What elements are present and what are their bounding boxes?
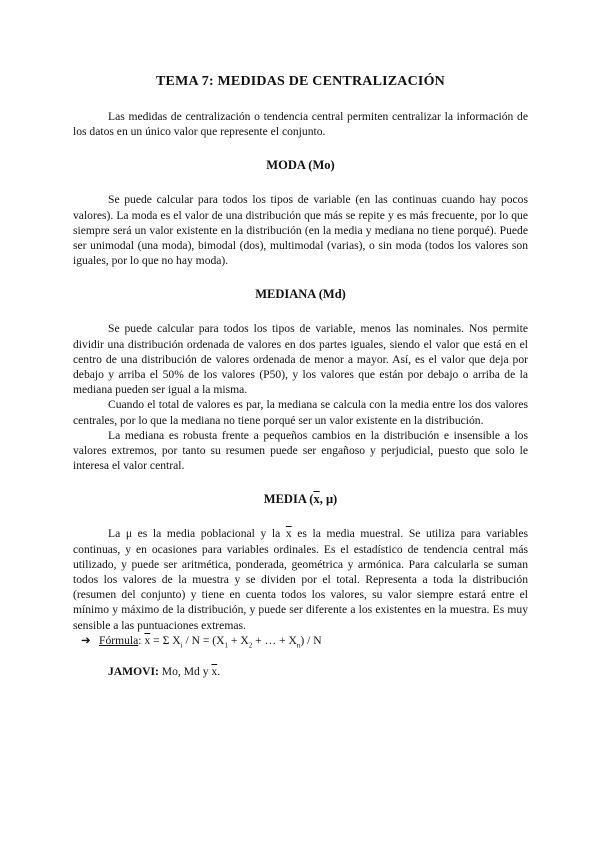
jamovi-label: JAMOVI: (108, 665, 159, 679)
jamovi-line: JAMOVI: Mo, Md y $\overline{x}$. (108, 665, 221, 679)
intro-paragraph: Las medidas de centralización o tendencia central permiten centralizar la información de los datos en un único valor que represente el conjunto. (73, 110, 528, 139)
moda-heading: MODA (Mo) (266, 158, 335, 173)
mediana-paragraph-1: Se puede calcular para todos los tipos de variable, menos las nominales. Nos permite dividir una distribución ordenada de valores en dos partes iguales, siendo el valor que está en el centro de una distribución de valores ordenada de menor a mayor. Así, es el valor que deja por debajo y arriba el 50% de los valores (P50), y los valores que están por debajo o arriba de la mediana pueden ser igual a la misma. (73, 322, 528, 397)
document-content (73, 74, 528, 678)
media-paragraph: La μ es la media poblacional y la $\overline{x}$ es la media muestral. Se utiliza para variables continuas, y en ocasiones para variables ordinales. Es el estadístico de tendencia central más utilizado, y puede ser aritmética, ponderada, geométrica y armónica. Para calcularla se suman todos los valores de la muestra y se dividen por el total. Representa a toda la distribución (resumen del conjunto) y tiene en cuenta todos los valores, su valor siempre estará entre el mínimo y máximo de la distribución, y puede ser diferente a los existentes en la muestra. Es muy sensible a las puntuaciones extremas. (73, 527, 528, 632)
mediana-heading: MEDIANA (Md) (255, 287, 346, 302)
media-formula: ➔ Fórmula: $\overline{x} = \Sigma$ $X_i / N = (X_1 + X_2$ + … + $X_n$) / N (81, 633, 322, 650)
page-title: TEMA 7: MEDIDAS DE CENTRALIZACIÓN (156, 74, 445, 89)
moda-paragraph: Se puede calcular para todos los tipos de variable (en las continuas cuando hay pocos valores). La moda es el valor de una distribución que más se repite y es más frecuente, por lo que siempre será un valor existente en la distribución (en la media y mediana no tiene porqué). Puede ser unimodal (una moda), bimodal (dos), multimodal (varias), o sin moda (todos los valores son iguales, por lo que no hay moda). (73, 193, 528, 268)
media-heading: MEDIA (x, μ) (263, 492, 338, 507)
arrow-right-icon: ➔ (81, 633, 91, 647)
mediana-paragraph-2: Cuando el total de valores es par, la mediana se calcula con la media entre los dos valores centrales, por lo que la mediana no tiene porqué ser un valor existente en la distribución. (73, 398, 528, 427)
mediana-paragraph-3: La mediana es robusta frente a pequeños cambios en la distribución e insensible a los valores extremos, por tanto su resumen puede ser engañoso y perjudicial, puesto que solo le interesa el valor central. (73, 428, 528, 473)
formula-label: Fórmula (99, 633, 139, 647)
